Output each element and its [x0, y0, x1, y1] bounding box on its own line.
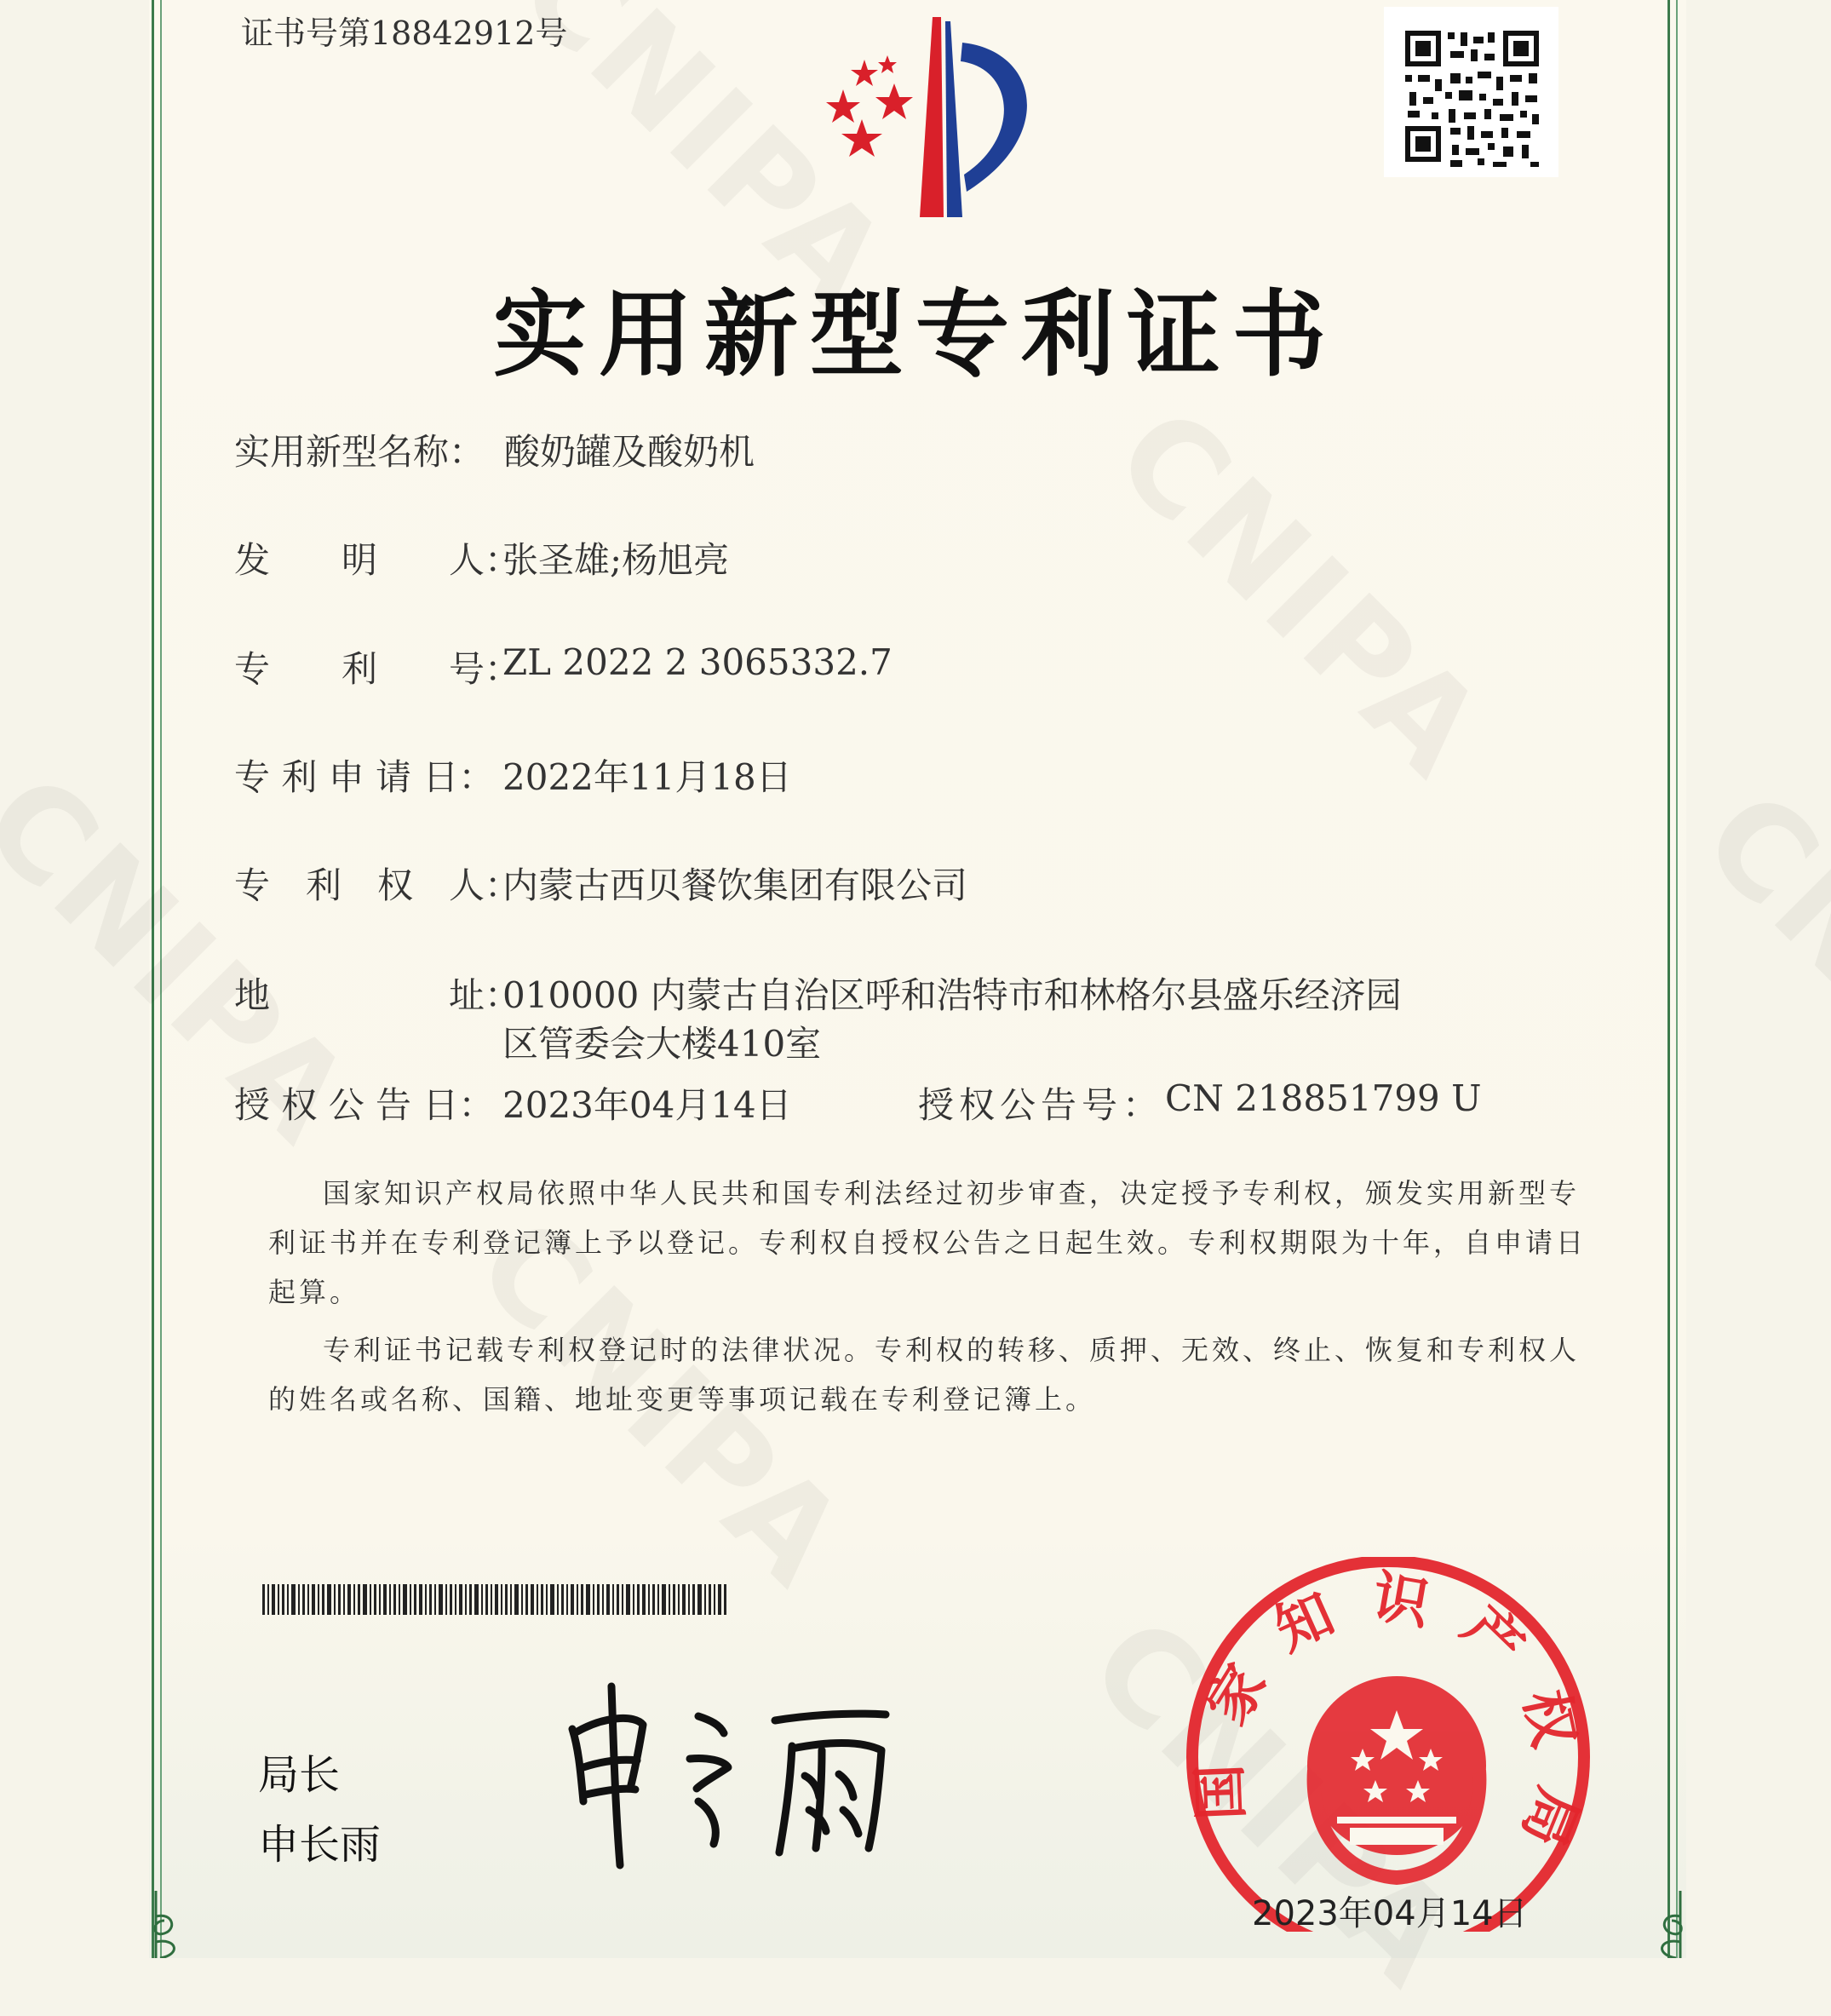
field-application-date: [234, 750, 792, 801]
field-address: [234, 968, 1402, 1065]
official-seal-icon: [1180, 1557, 1597, 1932]
qr-code-icon: [1384, 7, 1558, 177]
legal-notice: [268, 1169, 1601, 1424]
seal-text: 国家知识产权局: [1185, 1563, 1594, 1887]
field-value-line2: 区管委会大楼410室: [502, 1023, 822, 1065]
field-value: 2022年11月18日: [502, 756, 792, 798]
field-label: 地 址：: [234, 974, 521, 1016]
seal-date: 2023年04月14日: [1252, 1894, 1528, 1933]
corner-ornament-icon: [1642, 1891, 1693, 1958]
page-title: 实用新型专利证书: [493, 280, 1338, 389]
certificate-number: 证书号第18842912号: [241, 14, 568, 52]
field-label: 专 利 号：: [234, 648, 521, 690]
field-value: CN 218851799 U: [1165, 1077, 1482, 1119]
field-grant-number: [918, 1077, 1482, 1129]
field-value: 2023年04月14日: [502, 1084, 792, 1126]
field-label: 专 利 申 请 日：: [234, 756, 495, 798]
director-title: 局长: [258, 1751, 341, 1799]
cnipa-logo-icon: [783, 9, 1056, 221]
field-value: 内蒙古西贝餐饮集团有限公司: [502, 864, 968, 906]
field-name: [234, 424, 755, 475]
field-label: 实用新型名称：: [234, 431, 485, 473]
field-patent-number: [234, 641, 893, 692]
legal-paragraph: 专利证书记载专利权登记时的法律状况。专利权的转移、质押、无效、终止、恢复和专利权人的姓名或名称、国籍、地址变更等事项记载在专利登记簿上。: [268, 1334, 1581, 1416]
field-patentee: [234, 858, 968, 909]
field-inventor: [234, 532, 730, 583]
signature-icon: [562, 1682, 937, 1870]
field-value: 酸奶罐及酸奶机: [504, 431, 755, 473]
field-grant-date: [234, 1077, 792, 1129]
field-label: 专 利 权 人：: [234, 864, 521, 906]
field-label: 发 明 人：: [234, 539, 521, 581]
corner-ornament-icon: [143, 1891, 194, 1958]
field-label: 授 权 公 告 日：: [234, 1084, 495, 1126]
legal-paragraph: 国家知识产权局依照中华人民共和国专利法经过初步审查，决定授予专利权，颁发实用新型专利证书并在专利登记簿上予以登记。专利权自授权公告之日起生效。专利权期限为十年，自申请日起算。: [268, 1177, 1587, 1308]
field-label: 授权公告号：: [918, 1084, 1164, 1126]
barcode-icon: [262, 1584, 726, 1615]
field-value: 010000 内蒙古自治区呼和浩特市和林格尔县盛乐经济园: [502, 974, 1402, 1016]
field-value: 张圣雄;杨旭亮: [502, 539, 730, 581]
watermark: [1675, 764, 1831, 1190]
director-name: 申长雨: [258, 1821, 382, 1869]
field-value: ZL 2022 2 3065332.7: [502, 641, 893, 683]
